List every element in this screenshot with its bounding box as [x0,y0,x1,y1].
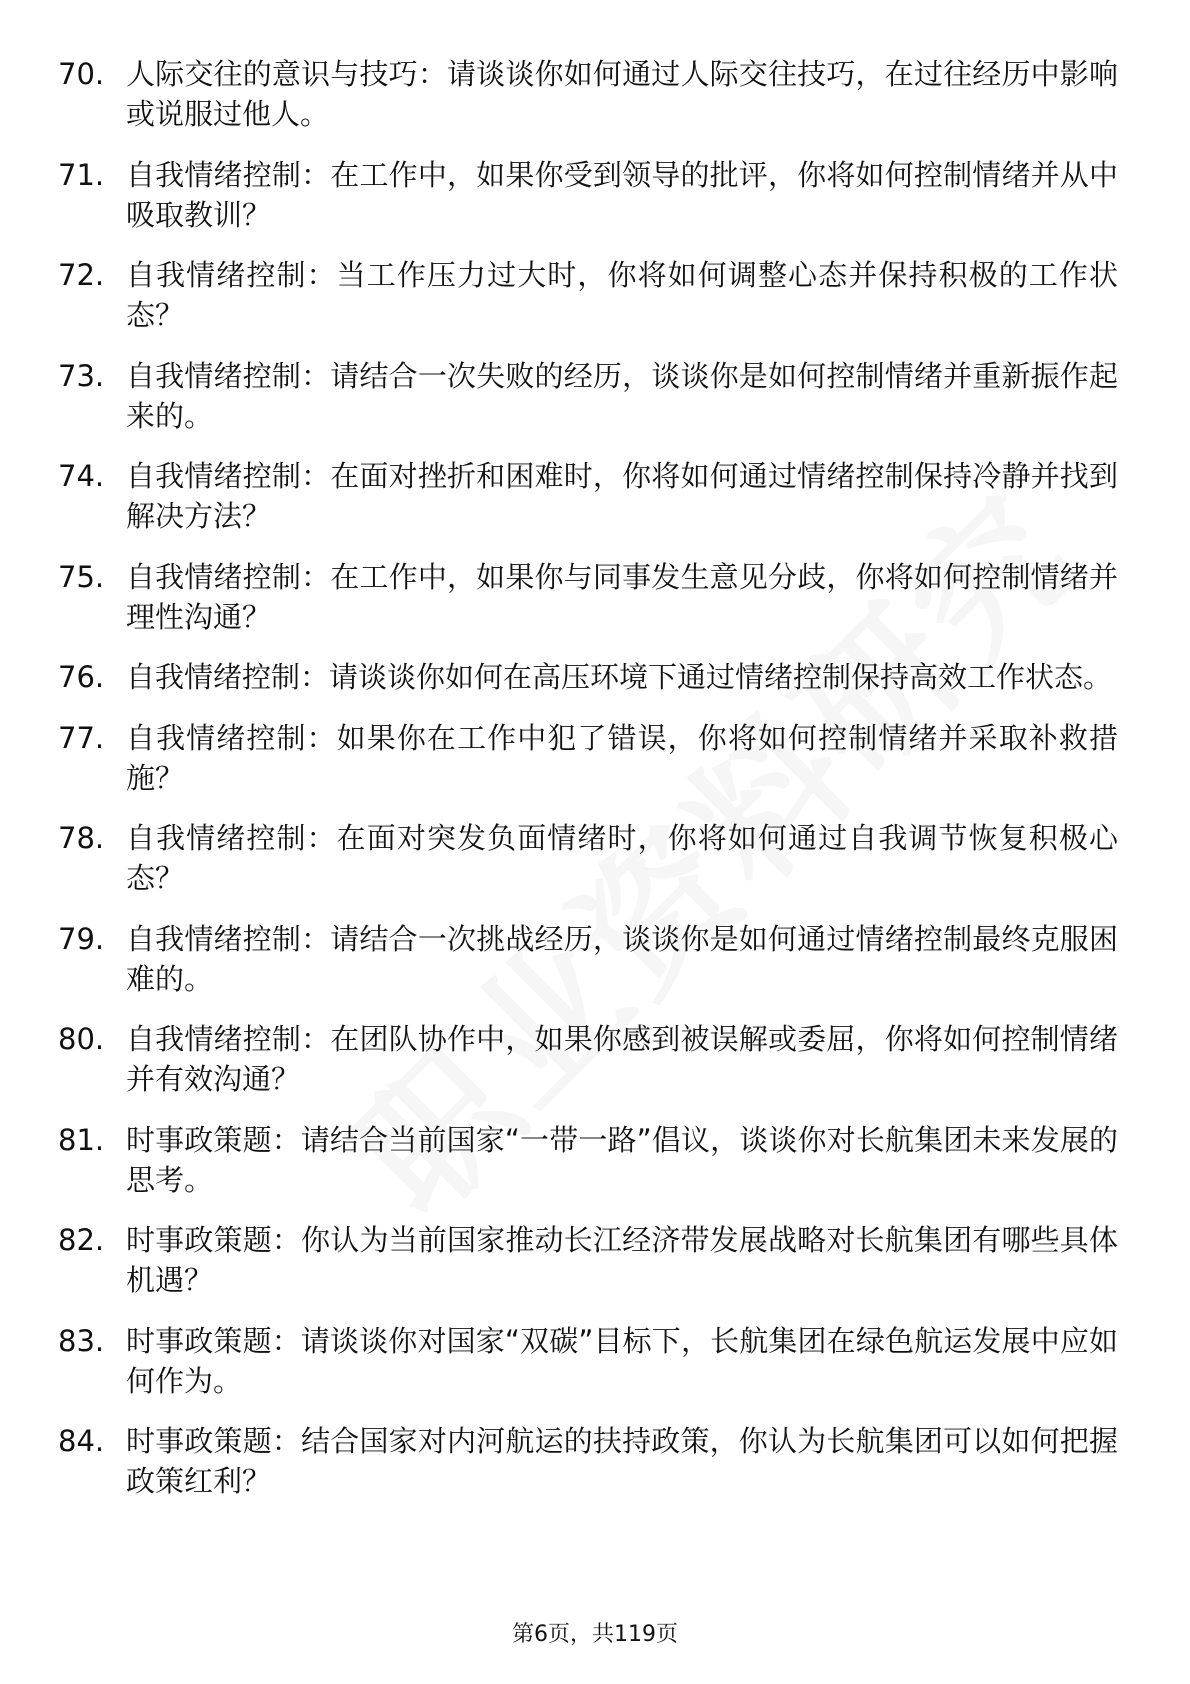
question-text: 自我情绪控制：当工作压力过大时，你将如何调整心态并保持积极的工作状态？ [126,258,1118,332]
question-text: 自我情绪控制：如果你在工作中犯了错误，你将如何控制情绪并采取补救措施？ [126,720,1118,795]
question-number: 80. [58,1022,105,1056]
question-item [58,718,1118,798]
question-text: 自我情绪控制：在面对突发负面情绪时，你将如何通过自我调节恢复积极心态？ [126,821,1118,895]
question-item [58,1421,1118,1501]
question-text: 时事政策题：请谈谈你对国家“双碳”目标下，长航集团在绿色航运发展中应如何作为。 [126,1323,1118,1398]
question-number: 84. [58,1424,105,1458]
question-number: 78. [58,821,105,855]
question-item [58,54,1118,134]
question-number: 83. [58,1323,105,1358]
question-number: 70. [58,57,105,91]
question-item [58,1321,1118,1401]
question-item [58,919,1118,999]
question-text: 时事政策题：请结合当前国家“一带一路”倡议，谈谈你对长航集团未来发展的思考。 [126,1122,1118,1197]
question-item [58,557,1118,637]
question-text: 自我情绪控制：请谈谈你如何在高压环境下通过情绪控制保持高效工作状态。 [126,660,1113,694]
question-number: 74. [58,459,105,493]
question-text: 时事政策题：结合国家对内河航运的扶持政策，你认为长航集团可以如何把握政策红利？ [126,1424,1118,1498]
question-number: 73. [58,358,105,393]
question-text: 自我情绪控制：请结合一次失败的经历，谈谈你是如何控制情绪并重新振作起来的。 [126,358,1118,433]
question-item [58,356,1118,436]
question-number: 82. [58,1223,105,1257]
question-text: 自我情绪控制：在工作中，如果你与同事发生意见分歧，你将如何控制情绪并理性沟通？ [126,559,1118,634]
question-text: 自我情绪控制：在面对挫折和困难时，你将如何通过情绪控制保持冷静并找到解决方法？ [126,459,1118,533]
question-item [58,1019,1118,1099]
question-item [58,456,1118,536]
page-footer: 第6页，共119页 [512,1622,678,1647]
question-list [58,54,1118,1522]
question-item [58,155,1118,235]
question-item [58,657,1118,697]
question-number: 71. [58,157,105,192]
question-number: 72. [58,258,105,292]
question-text: 自我情绪控制：在工作中，如果你受到领导的批评，你将如何控制情绪并从中吸取教训？ [126,157,1118,232]
question-number: 77. [58,720,105,755]
question-text: 时事政策题：你认为当前国家推动长江经济带发展战略对长航集团有哪些具体机遇？ [126,1223,1118,1297]
question-number: 81. [58,1122,105,1157]
question-number: 75. [58,559,105,594]
question-item [58,255,1118,335]
question-number: 76. [58,660,105,694]
question-item [58,818,1118,898]
question-text: 人际交往的意识与技巧：请谈谈你如何通过人际交往技巧，在过往经历中影响或说服过他人。 [126,57,1118,131]
question-item [58,1220,1118,1300]
question-text: 自我情绪控制：请结合一次挑战经历，谈谈你是如何通过情绪控制最终克服困难的。 [126,921,1118,996]
question-number: 79. [58,921,105,956]
question-text: 自我情绪控制：在团队协作中，如果你感到被误解或委屈，你将如何控制情绪并有效沟通？ [126,1022,1118,1096]
question-item [58,1120,1118,1200]
